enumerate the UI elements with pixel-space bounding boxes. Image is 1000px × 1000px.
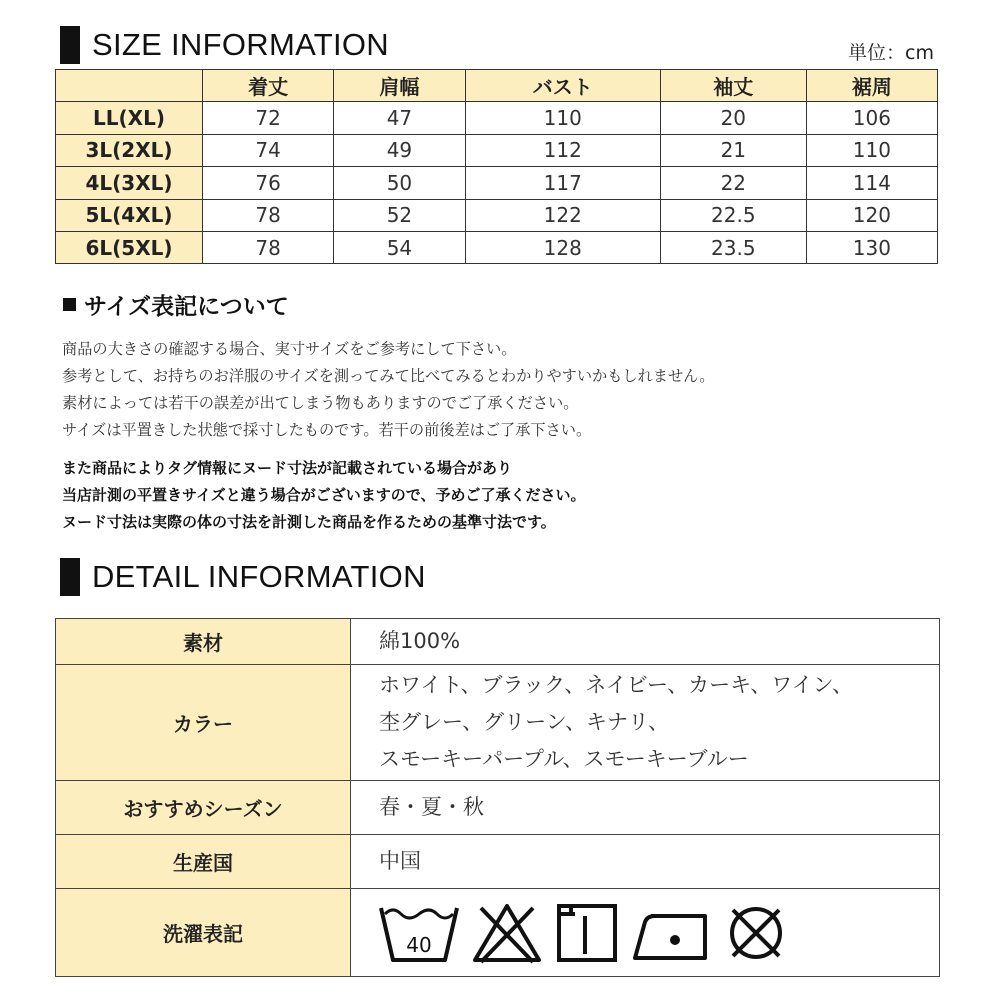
- section-marker: [60, 26, 80, 64]
- size-label: 3L(2XL): [56, 134, 203, 166]
- header-length: 着丈: [203, 70, 334, 102]
- notes-heading: [63, 288, 289, 321]
- detail-row-season: [56, 781, 940, 835]
- size-label: LL(XL): [56, 102, 203, 134]
- note-line: サイズは平置きした状態で採寸したものです。若干の前後差はご了承下さい。: [62, 421, 592, 439]
- detail-label: カラー: [56, 665, 351, 781]
- detail-value: [351, 619, 940, 665]
- note-line: 参考として、お持ちのお洋服のサイズを測ってみて比べてみるとわかりやすいかもしれません。: [62, 367, 715, 385]
- header-bust: バスト: [465, 70, 660, 102]
- note-bold-line: ヌード寸法は実際の体の寸法を計測した商品を作るための基準寸法です。: [62, 513, 556, 531]
- detail-line: 中国: [379, 849, 421, 873]
- size-value: 49: [334, 134, 465, 166]
- no-dry-clean-icon: [723, 902, 789, 964]
- table-row: [56, 231, 938, 263]
- wash-40-icon: [379, 902, 459, 964]
- detail-table: [55, 618, 940, 977]
- size-value: 120: [806, 199, 937, 231]
- notes-body: [62, 336, 714, 444]
- size-value: 20: [660, 102, 806, 134]
- no-bleach-icon: [471, 902, 543, 964]
- detail-line: スモーキーパープル、スモーキーブルー: [379, 747, 749, 771]
- size-value: 23.5: [660, 231, 806, 263]
- size-table-header-row: [56, 70, 938, 102]
- note-bold-line: 当店計測の平置きサイズと違う場合がございますので、予めご了承ください。: [62, 486, 586, 504]
- size-label: 4L(3XL): [56, 167, 203, 199]
- detail-label: おすすめシーズン: [56, 781, 351, 835]
- size-value: 110: [806, 134, 937, 166]
- header-sleeve: 袖丈: [660, 70, 806, 102]
- unit-label: 単位：cm: [848, 42, 934, 64]
- detail-value: [351, 781, 940, 835]
- header-hem: 裾周: [806, 70, 937, 102]
- size-value: 78: [203, 199, 334, 231]
- note-line: 商品の大きさの確認する場合、実寸サイズをご参考にして下さい。: [62, 340, 517, 358]
- detail-row-care: [56, 889, 940, 977]
- size-value: 72: [203, 102, 334, 134]
- size-value: 47: [334, 102, 465, 134]
- size-value: 52: [334, 199, 465, 231]
- size-value: 54: [334, 231, 465, 263]
- detail-row-material: [56, 619, 940, 665]
- size-value: 50: [334, 167, 465, 199]
- detail-value: [351, 665, 940, 781]
- iron-low-icon: [631, 902, 711, 964]
- detail-label: 生産国: [56, 835, 351, 889]
- detail-value: [351, 889, 940, 977]
- size-value: 106: [806, 102, 937, 134]
- size-value: 130: [806, 231, 937, 263]
- table-row: [56, 102, 938, 134]
- size-value: 117: [465, 167, 660, 199]
- detail-line: 綿100%: [379, 629, 461, 653]
- size-value: 128: [465, 231, 660, 263]
- size-value: 22: [660, 167, 806, 199]
- detail-label: 素材: [56, 619, 351, 665]
- size-value: 78: [203, 231, 334, 263]
- size-section-title: SIZE INFORMATION: [92, 27, 389, 62]
- size-value: 22.5: [660, 199, 806, 231]
- detail-line: 春・夏・秋: [379, 795, 484, 819]
- note-line: 素材によっては若干の誤差が出てしまう物もありますのでご了承ください。: [62, 394, 579, 412]
- size-value: 74: [203, 134, 334, 166]
- detail-line: 杢グレー、グリーン、キナリ、: [379, 710, 670, 734]
- detail-section-title: DETAIL INFORMATION: [92, 559, 426, 594]
- size-value: 122: [465, 199, 660, 231]
- section-marker: [60, 558, 80, 596]
- care-icons: [379, 902, 939, 964]
- detail-row-color: [56, 665, 940, 781]
- notes-bold-body: [62, 455, 586, 536]
- wash-temp-label: 40: [406, 932, 432, 957]
- square-bullet-icon: [63, 298, 76, 311]
- table-row: [56, 199, 938, 231]
- size-table: [55, 69, 938, 264]
- size-label: 5L(4XL): [56, 199, 203, 231]
- drip-dry-icon: [555, 902, 619, 964]
- size-section-header: [60, 26, 389, 64]
- size-value: 21: [660, 134, 806, 166]
- size-value: 112: [465, 134, 660, 166]
- detail-row-origin: [56, 835, 940, 889]
- table-row: [56, 167, 938, 199]
- detail-line: ホワイト、ブラック、ネイビー、カーキ、ワイン、: [379, 673, 853, 697]
- size-label: 6L(5XL): [56, 231, 203, 263]
- detail-section-header: [60, 558, 426, 596]
- size-table-header-corner: [56, 70, 203, 102]
- detail-value: [351, 835, 940, 889]
- header-shoulder: 肩幅: [334, 70, 465, 102]
- notes-heading-text: サイズ表記について: [84, 294, 289, 320]
- size-value: 76: [203, 167, 334, 199]
- detail-label: 洗濯表記: [56, 889, 351, 977]
- size-value: 110: [465, 102, 660, 134]
- size-value: 114: [806, 167, 937, 199]
- note-bold-line: また商品によりタグ情報にヌード寸法が記載されている場合があり: [62, 459, 513, 477]
- table-row: [56, 134, 938, 166]
